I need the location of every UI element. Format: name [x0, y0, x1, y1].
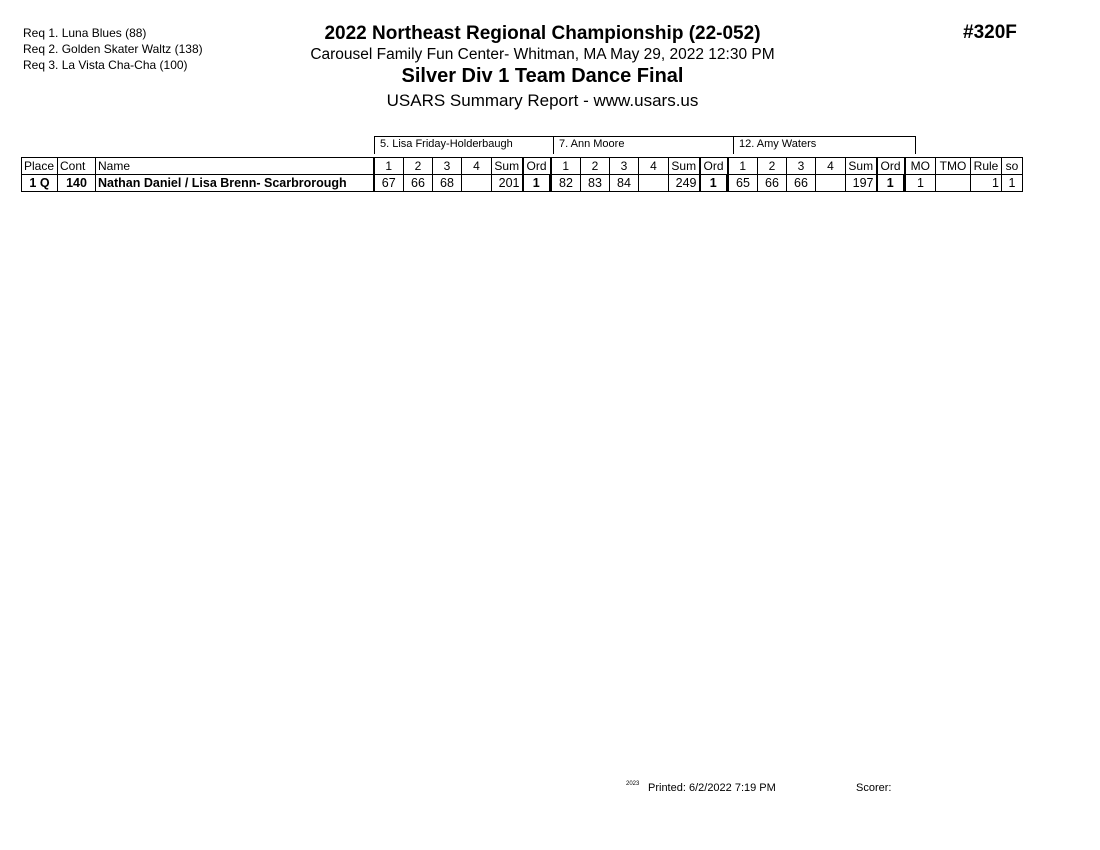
col-judge3-ord: Ord	[877, 158, 905, 175]
judge1-ord-cell: 1	[523, 175, 551, 192]
judge3-score3-cell: 66	[787, 175, 816, 192]
printed-timestamp: Printed: 6/2/2022 7:19 PM	[648, 782, 776, 794]
required-dance-3: Req 3. La Vista Cha-Cha (100)	[23, 58, 188, 72]
competition-title: 2022 Northeast Regional Championship (22-052)	[324, 23, 761, 44]
col-judge1-ord: Ord	[523, 158, 551, 175]
col-judge2-score4: 4	[639, 158, 669, 175]
scorer-label: Scorer:	[856, 782, 892, 794]
judge2-sum-cell: 249	[669, 175, 700, 192]
judge2-ord-cell: 1	[700, 175, 728, 192]
required-dance-1: Req 1. Luna Blues (88)	[23, 26, 147, 40]
judge-header-2: 7. Ann Moore	[553, 136, 734, 154]
col-judge1-score3: 3	[433, 158, 462, 175]
version-mark: 2023	[626, 781, 640, 787]
judge3-score4-cell	[816, 175, 846, 192]
col-judge2-score1: 1	[551, 158, 581, 175]
col-judge3-sum: Sum	[846, 158, 877, 175]
table-row	[22, 175, 1023, 192]
judge3-ord-cell: 1	[877, 175, 905, 192]
column-header-row	[22, 158, 1023, 175]
so-cell: 1	[1002, 175, 1023, 192]
col-judge2-score2: 2	[581, 158, 610, 175]
col-judge3-score4: 4	[816, 158, 846, 175]
col-so: so	[1002, 158, 1023, 175]
cont-cell: 140	[58, 175, 96, 192]
venue-date-line: Carousel Family Fun Center- Whitman, MA May 29, 2022 12:30 PM	[310, 46, 775, 63]
results-table	[21, 157, 1023, 192]
judge1-score4-cell	[462, 175, 492, 192]
report-subtitle: USARS Summary Report - www.usars.us	[386, 91, 699, 110]
judge3-score1-cell: 65	[728, 175, 758, 192]
judge2-score4-cell	[639, 175, 669, 192]
judge2-score2-cell: 83	[581, 175, 610, 192]
judge2-score1-cell: 82	[551, 175, 581, 192]
judge1-sum-cell: 201	[492, 175, 523, 192]
col-judge1-sum: Sum	[492, 158, 523, 175]
judge1-score1-cell: 67	[374, 175, 404, 192]
col-cont: Cont	[58, 158, 96, 175]
col-place: Place	[22, 158, 58, 175]
required-dance-2: Req 2. Golden Skater Waltz (138)	[23, 42, 203, 56]
judge1-score3-cell: 68	[433, 175, 462, 192]
judge3-score2-cell: 66	[758, 175, 787, 192]
event-number: #320F	[963, 22, 1017, 43]
col-judge2-sum: Sum	[669, 158, 700, 175]
judge-header-3: 12. Amy Waters	[733, 136, 916, 154]
col-judge2-ord: Ord	[700, 158, 728, 175]
col-mo: MO	[905, 158, 936, 175]
judge2-score3-cell: 84	[610, 175, 639, 192]
col-judge3-score1: 1	[728, 158, 758, 175]
rule-cell: 1	[971, 175, 1002, 192]
skater-name-cell: Nathan Daniel / Lisa Brenn- Scarbrorough	[96, 175, 374, 192]
col-rule: Rule	[971, 158, 1002, 175]
event-title: Silver Div 1 Team Dance Final	[401, 65, 684, 87]
col-judge1-score4: 4	[462, 158, 492, 175]
col-judge3-score2: 2	[758, 158, 787, 175]
col-tmo: TMO	[936, 158, 971, 175]
tmo-cell	[936, 175, 971, 192]
col-judge1-score1: 1	[374, 158, 404, 175]
col-judge3-score3: 3	[787, 158, 816, 175]
required-dances-list	[23, 25, 203, 73]
mo-cell: 1	[905, 175, 936, 192]
place-cell: 1 Q	[22, 175, 58, 192]
col-name: Name	[96, 158, 374, 175]
judge1-score2-cell: 66	[404, 175, 433, 192]
report-header	[230, 22, 855, 113]
col-judge2-score3: 3	[610, 158, 639, 175]
judge3-sum-cell: 197	[846, 175, 877, 192]
judge-header-1: 5. Lisa Friday-Holderbaugh	[374, 136, 554, 154]
col-judge1-score2: 2	[404, 158, 433, 175]
